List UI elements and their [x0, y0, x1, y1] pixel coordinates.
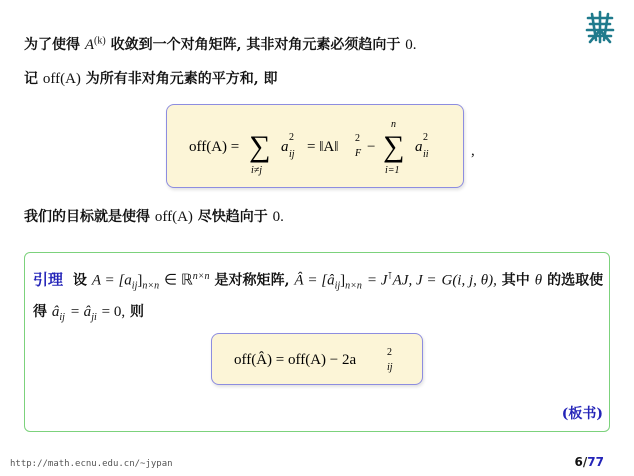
norm-sup: 2	[355, 133, 360, 144]
lemma-math4-end: = 0,	[101, 304, 126, 321]
norm-sub: F	[355, 148, 362, 159]
lemma-math1-sub: ij	[131, 280, 138, 292]
lemma-math1-size: n×n	[142, 280, 160, 292]
lemma-math4-sub2: ji	[91, 312, 97, 324]
board-note: (板书)	[561, 406, 603, 422]
lemma-text	[33, 263, 603, 331]
off-expression: off(A)	[42, 71, 81, 87]
lemma-math2-sub: ij	[334, 280, 341, 292]
definition-suffix: 为所有非对角元素的平方和, 即	[85, 71, 278, 87]
ecnu-logo-icon	[584, 10, 616, 44]
definition-sentence	[24, 68, 278, 88]
lemma-math1-bracket: ]	[137, 272, 143, 289]
sum2-over: n	[391, 119, 396, 130]
lemma-part2: 是对称矩阵,	[214, 272, 290, 289]
lemma-theta: θ	[534, 272, 543, 289]
lemma-formula-sup: 2	[387, 347, 392, 358]
term2: a	[415, 139, 423, 155]
page-total[interactable]: 77	[587, 455, 604, 469]
goal-sentence	[24, 206, 284, 226]
lemma-math2-size: n×n	[345, 280, 362, 292]
lemma-formula-lhs: off(Â) = off(A) − 2a	[234, 352, 357, 368]
goal-zero: 0.	[272, 209, 284, 225]
term1-sup: 2	[289, 132, 294, 143]
goal-prefix: 我们的目标就是使得	[24, 209, 150, 225]
goal-off-expression: off(A)	[154, 209, 193, 225]
lemma-formula-sub: ij	[387, 362, 393, 373]
matrix-symbol: A	[84, 37, 95, 53]
lemma-math2-rest: AJ, J =	[392, 272, 437, 289]
sum1-under: i≠j	[251, 165, 263, 176]
lemma-formula	[212, 334, 422, 384]
off-definition-formula-box	[166, 104, 464, 188]
lemma-block	[24, 252, 610, 432]
intro-suffix: 收敛到一个对角矩阵, 其非对角元素必须趋向于	[110, 37, 401, 53]
iteration-superscript: (k)	[94, 35, 106, 47]
goal-suffix: 尽快趋向于	[197, 209, 268, 225]
lemma-math2-eq: = J	[366, 272, 388, 289]
term1-sub: ij	[289, 149, 295, 160]
lemma-math4-eq: = â	[69, 304, 92, 321]
off-definition-formula	[167, 105, 463, 187]
sum-symbol-2: ∑	[383, 130, 405, 163]
sum2-under: i=1	[385, 165, 400, 176]
lemma-title: 引理	[33, 270, 64, 289]
lemma-part4: 的选取使得	[33, 272, 604, 321]
lemma-math2: Â = [â	[294, 272, 335, 289]
term1: a	[281, 139, 289, 155]
definition-prefix: 记	[24, 71, 38, 87]
intro-sentence	[24, 34, 416, 54]
formula-lhs: off(A) =	[189, 139, 240, 155]
lemma-math4-sub: ij	[59, 312, 65, 324]
formula-comma: ,	[471, 143, 475, 159]
lemma-math1-in: ∈ ℝ	[164, 272, 193, 289]
sum-symbol-1: ∑	[249, 130, 271, 163]
lemma-part5: 则	[129, 304, 144, 321]
norm-expr: = ‖A‖	[307, 139, 339, 155]
lemma-math1-in-sup: n×n	[192, 271, 210, 282]
page-number	[575, 455, 604, 469]
lemma-part3: 其中	[501, 272, 530, 289]
lemma-transpose: ⊺	[387, 271, 393, 282]
lemma-givens: G(i, j, θ),	[441, 272, 497, 289]
intro-prefix: 为了使得	[24, 37, 80, 53]
page-current: 6	[574, 455, 583, 469]
term2-sub: ii	[423, 149, 429, 160]
minus-sign: −	[367, 139, 376, 155]
page-separator: /	[582, 455, 588, 469]
intro-zero: 0.	[405, 37, 417, 53]
lemma-part1: 设	[72, 272, 87, 289]
footer-url[interactable]: http://math.ecnu.edu.cn/~jypan	[10, 459, 173, 469]
lemma-math1: A = [a	[91, 272, 132, 289]
lemma-math2-bracket: ]	[340, 272, 346, 289]
lemma-formula-box	[211, 333, 423, 385]
lemma-math4: â	[51, 304, 60, 321]
term2-sup: 2	[423, 132, 428, 143]
